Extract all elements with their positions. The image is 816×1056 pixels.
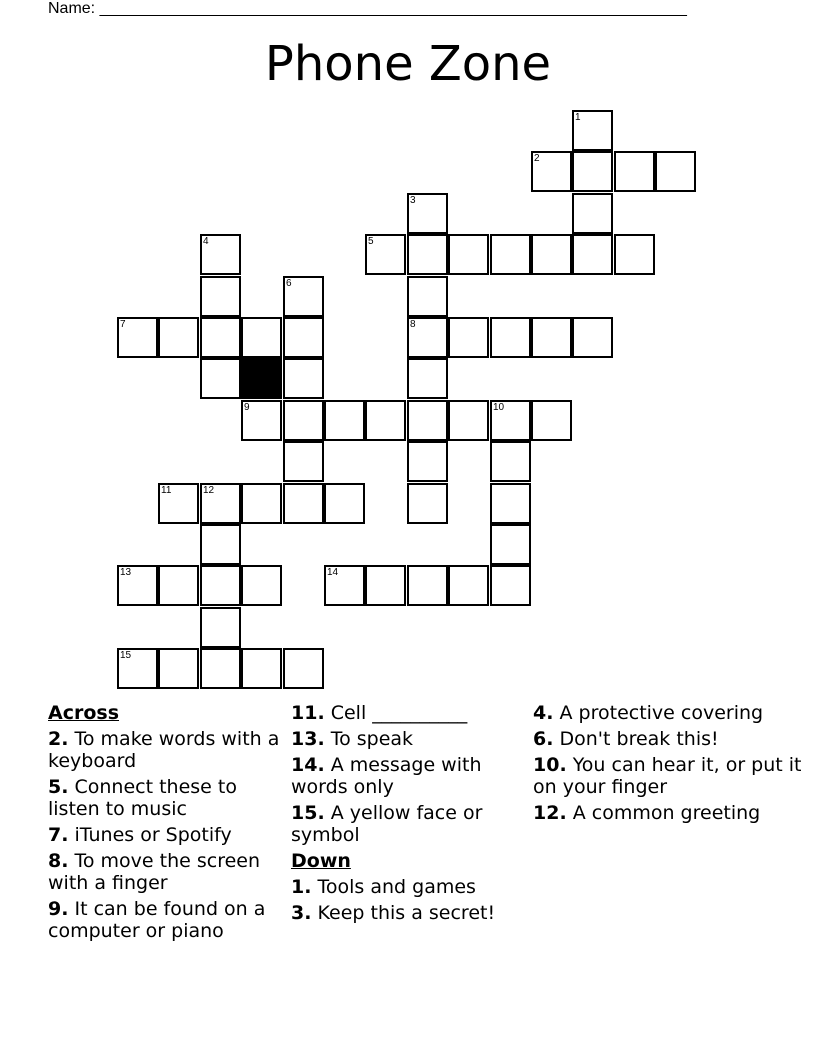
grid-cell[interactable] — [365, 234, 406, 275]
grid-cell[interactable] — [490, 483, 531, 524]
clue-number: 12. — [533, 802, 567, 824]
cell-number: 13 — [120, 567, 132, 578]
name-field[interactable]: __________________________________________________________________ — [99, 0, 687, 17]
clue-number: 11. — [291, 702, 325, 724]
clue-across-7 — [48, 824, 280, 846]
grid-cell[interactable] — [200, 483, 241, 524]
grid-cell[interactable] — [572, 234, 613, 275]
clue-number: 7. — [48, 824, 69, 846]
grid-cell[interactable] — [324, 483, 365, 524]
grid-cell[interactable] — [200, 317, 241, 358]
grid-cell[interactable] — [407, 358, 448, 399]
grid-cell[interactable] — [531, 151, 572, 192]
grid-cell[interactable] — [241, 565, 282, 606]
cell-number: 15 — [120, 650, 132, 661]
grid-cell[interactable] — [324, 400, 365, 441]
grid-cell[interactable] — [407, 400, 448, 441]
clue-text: It can be found on a computer or piano — [48, 898, 266, 942]
grid-cell[interactable] — [572, 193, 613, 234]
clue-number: 1. — [291, 876, 312, 898]
clue-number: 4. — [533, 702, 554, 724]
clue-down-6 — [533, 728, 803, 750]
cell-number: 14 — [327, 567, 339, 578]
cell-number: 3 — [410, 195, 416, 206]
grid-cell[interactable] — [572, 317, 613, 358]
clue-across-9 — [48, 898, 280, 942]
clue-across-13 — [291, 728, 523, 750]
clue-number: 10. — [533, 754, 567, 776]
black-cell — [241, 358, 282, 399]
grid-cell[interactable] — [572, 110, 613, 151]
grid-cell[interactable] — [200, 276, 241, 317]
grid-cell[interactable] — [572, 151, 613, 192]
clue-text: To move the screen with a finger — [48, 850, 261, 894]
grid-cell[interactable] — [324, 565, 365, 606]
cell-number: 5 — [368, 236, 374, 247]
grid-cell[interactable] — [531, 317, 572, 358]
grid-cell[interactable] — [407, 193, 448, 234]
grid-cell[interactable] — [490, 565, 531, 606]
clue-number: 8. — [48, 850, 69, 872]
cell-number: 12 — [203, 485, 215, 496]
grid-cell[interactable] — [241, 648, 282, 689]
cell-number: 7 — [120, 319, 126, 330]
grid-cell[interactable] — [407, 441, 448, 482]
grid-cell[interactable] — [200, 358, 241, 399]
clue-across-15 — [291, 802, 523, 846]
clue-down-10 — [533, 754, 803, 798]
clue-text: A message with words only — [291, 754, 482, 798]
clue-across-14 — [291, 754, 523, 798]
grid-cell[interactable] — [283, 276, 324, 317]
clue-text: Connect these to listen to music — [48, 776, 237, 820]
clue-text: iTunes or Spotify — [74, 824, 232, 846]
grid-cell[interactable] — [407, 276, 448, 317]
grid-cell[interactable] — [407, 234, 448, 275]
clue-number: 13. — [291, 728, 325, 750]
grid-cell[interactable] — [283, 317, 324, 358]
cell-number: 10 — [493, 402, 505, 413]
grid-cell[interactable] — [158, 648, 199, 689]
clues-column-1 — [48, 702, 280, 946]
grid-cell[interactable] — [158, 483, 199, 524]
clue-number: 2. — [48, 728, 69, 750]
grid-cell[interactable] — [200, 607, 241, 648]
page-title: Phone Zone — [264, 36, 552, 92]
grid-cell[interactable] — [490, 317, 531, 358]
clue-number: 6. — [533, 728, 554, 750]
grid-cell[interactable] — [614, 234, 655, 275]
cell-number: 4 — [203, 236, 209, 247]
grid-cell[interactable] — [283, 648, 324, 689]
clue-across-11 — [291, 702, 523, 724]
cell-number: 6 — [286, 278, 292, 289]
grid-cell[interactable] — [283, 441, 324, 482]
clue-text: Don't break this! — [559, 728, 719, 750]
clue-across-5 — [48, 776, 280, 820]
grid-cell[interactable] — [200, 565, 241, 606]
clue-number: 5. — [48, 776, 69, 798]
grid-cell[interactable] — [200, 524, 241, 565]
cell-number: 9 — [244, 402, 250, 413]
clue-text: Keep this a secret! — [317, 902, 496, 924]
grid-cell[interactable] — [117, 317, 158, 358]
across-heading: Across — [48, 702, 120, 724]
clue-number: 9. — [48, 898, 69, 920]
clue-text: To make words with a keyboard — [48, 728, 280, 772]
grid-cell[interactable] — [407, 483, 448, 524]
grid-cell[interactable] — [158, 317, 199, 358]
grid-cell[interactable] — [117, 648, 158, 689]
clue-number: 14. — [291, 754, 325, 776]
grid-cell[interactable] — [448, 565, 489, 606]
grid-cell[interactable] — [241, 317, 282, 358]
grid-cell[interactable] — [365, 400, 406, 441]
clue-text: To speak — [330, 728, 414, 750]
grid-cell[interactable] — [448, 234, 489, 275]
cell-number: 1 — [575, 112, 581, 123]
cell-number: 11 — [161, 485, 172, 496]
clue-number: 3. — [291, 902, 312, 924]
grid-cell[interactable] — [614, 151, 655, 192]
grid-cell[interactable] — [158, 565, 199, 606]
clues-column-3 — [533, 702, 803, 828]
grid-cell[interactable] — [283, 483, 324, 524]
clue-down-4 — [533, 702, 803, 724]
grid-cell[interactable] — [365, 565, 406, 606]
grid-cell[interactable] — [117, 565, 158, 606]
grid-cell[interactable] — [241, 400, 282, 441]
clue-across-2 — [48, 728, 280, 772]
grid-cell[interactable] — [448, 317, 489, 358]
grid-cell[interactable] — [531, 400, 572, 441]
clue-down-1 — [291, 876, 523, 898]
clue-across-8 — [48, 850, 280, 894]
grid-cell[interactable] — [283, 400, 324, 441]
down-heading: Down — [291, 850, 351, 872]
grid-cell[interactable] — [407, 317, 448, 358]
clue-down-12 — [533, 802, 803, 824]
clue-text: A yellow face or symbol — [291, 802, 483, 846]
clues-column-2 — [291, 702, 523, 928]
name-label: Name: — [48, 0, 96, 17]
clue-text: Tools and games — [317, 876, 476, 898]
grid-cell[interactable] — [490, 234, 531, 275]
grid-cell[interactable] — [490, 441, 531, 482]
grid-cell[interactable] — [241, 483, 282, 524]
clue-text: A common greeting — [572, 802, 761, 824]
cell-number: 2 — [534, 153, 540, 164]
clue-number: 15. — [291, 802, 325, 824]
clue-text: You can hear it, or put it on your finger — [533, 754, 802, 798]
grid-cell[interactable] — [655, 151, 696, 192]
grid-cell[interactable] — [490, 524, 531, 565]
grid-cell[interactable] — [200, 234, 241, 275]
grid-cell[interactable] — [490, 400, 531, 441]
grid-cell[interactable] — [283, 358, 324, 399]
clue-text: A protective covering — [559, 702, 764, 724]
clue-down-3 — [291, 902, 523, 924]
clue-text: Cell __________ — [330, 702, 468, 724]
grid-cell[interactable] — [200, 648, 241, 689]
grid-cell[interactable] — [407, 565, 448, 606]
grid-cell[interactable] — [531, 234, 572, 275]
cell-number: 8 — [410, 319, 416, 330]
grid-cell[interactable] — [448, 400, 489, 441]
